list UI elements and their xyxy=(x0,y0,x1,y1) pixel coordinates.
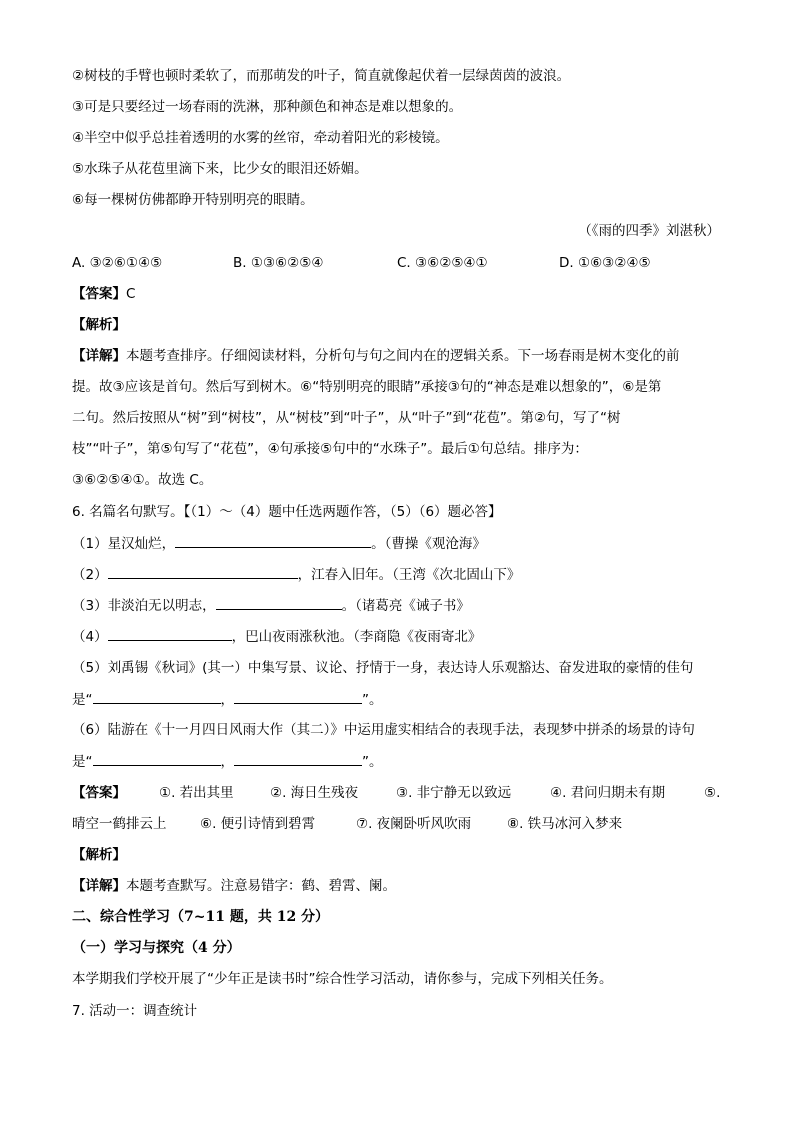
answer-blank[interactable] xyxy=(234,690,362,704)
q6-answer-8: ⑧. 铁马冰河入梦来 xyxy=(507,816,623,832)
q6-item-6-line-1: （6）陆游在《十一月四日风雨大作（其二）》中运用虚实相结合的表现手法，表现梦中拼杀的场景的诗句 xyxy=(72,722,695,738)
q6-item-5-line-2: 是“ ， ”。 xyxy=(72,692,383,708)
source-citation: （《雨的四季》刘湛秋） xyxy=(578,223,720,239)
q6-analysis-tag: 【解析】 xyxy=(72,847,126,863)
q6-title: 6. 名篇名句默写。【（1）～（4）题中任选两题作答，（5）（6）题必答】 xyxy=(72,504,502,520)
q6-answer-5-marker: ⑤. xyxy=(704,785,721,801)
q5-detail-line-1: 【详解】本题考查排序。仔细阅读材料，分析句与句之间内在的逻辑关系。下一场春雨是树木变化的前 xyxy=(72,348,680,364)
answer-blank[interactable] xyxy=(216,596,342,610)
q6-answer-4: ④. 君问归期未有期 xyxy=(550,785,666,801)
answer-blank[interactable] xyxy=(93,690,221,704)
q5-detail-line-3: 二句。然后按照从“树”到“树枝”，从“树枝”到“叶子”，从“叶子”到“花苞”。第②句，写了“树 xyxy=(72,410,621,426)
choice-c: C. ③⑥②⑤④① xyxy=(397,255,488,271)
q6-answer-5: 晴空一鹤排云上 xyxy=(72,816,167,832)
sentence-4: ④半空中似乎总挂着透明的水雾的丝帘，牵动着阳光的彩棱镜。 xyxy=(72,130,449,146)
sentence-5: ⑤水珠子从花苞里滴下来，比少女的眼泪还娇媚。 xyxy=(72,161,368,177)
q6-answer-2: ②. 海日生残夜 xyxy=(270,785,359,801)
choice-a: A. ③②⑥①④⑤ xyxy=(72,255,163,271)
answer-blank[interactable] xyxy=(234,752,362,766)
section-2-subtitle: （一）学习与探究（4 分） xyxy=(72,940,241,956)
answer-blank[interactable] xyxy=(175,534,371,548)
answer-blank[interactable] xyxy=(108,627,232,641)
q7-title: 7. 活动一：调查统计 xyxy=(72,1003,198,1019)
q5-answer: C xyxy=(126,286,136,302)
q6-answer-tag: 【答案】 xyxy=(72,785,126,801)
sentence-2: ②树枝的手臂也顿时柔软了，而那萌发的叶子，简直就像起伏着一层绿茵茵的波浪。 xyxy=(72,68,571,84)
choice-b: B. ①③⑥②⑤④ xyxy=(233,255,324,271)
q6-item-1: （1）星汉灿烂， 。（曹操《观沧海》 xyxy=(72,536,486,552)
q6-item-2: （2） ，江春入旧年。（王湾《次北固山下》 xyxy=(72,567,521,583)
q6-answer-7: ⑦. 夜阑卧听风吹雨 xyxy=(356,816,472,832)
q5-detail-line-4: 枝”“叶子”，第⑤句写了“花苞”，④句承接⑤句中的“水珠子”。最后①句总结。排序为： xyxy=(72,441,588,457)
section-2-intro: 本学期我们学校开展了“少年正是读书时”综合性学习活动，请你参与，完成下列相关任务。 xyxy=(72,971,613,987)
q6-answer-3: ③. 非宁静无以致远 xyxy=(396,785,512,801)
sentence-6: ⑥每一棵树仿佛都睁开特别明亮的眼睛。 xyxy=(72,192,314,208)
q6-item-4: （4） ，巴山夜雨涨秋池。（李商隐《夜雨寄北》 xyxy=(72,629,482,645)
section-2-title: 二、综合性学习（7~11 题，共 12 分） xyxy=(72,909,330,925)
answer-blank[interactable] xyxy=(93,752,221,766)
choice-d: D. ①⑥③②④⑤ xyxy=(559,255,651,271)
q6-item-3: （3）非淡泊无以明志， 。（诸葛亮《诫子书》 xyxy=(72,598,470,614)
q5-analysis-tag: 【解析】 xyxy=(72,317,126,333)
answer-blank[interactable] xyxy=(108,565,298,579)
q6-answer-1: ①. 若出其里 xyxy=(159,785,234,801)
q6-answer-6: ⑥. 便引诗情到碧霄 xyxy=(200,816,316,832)
q6-detail: 【详解】本题考查默写。注意易错字：鹤、碧霄、阑。 xyxy=(72,878,396,894)
detail-tag: 【详解】 xyxy=(72,348,126,364)
sentence-3: ③可是只要经过一场春雨的洗淋，那种颜色和神态是难以想象的。 xyxy=(72,99,463,115)
q6-item-6-line-2: 是“ ， ”。 xyxy=(72,754,383,770)
q5-detail-line-2: 提。故③应该是首句。然后写到树木。⑥“特别明亮的眼睛”承接③句的“神态是难以想象的”，⑥是第 xyxy=(72,379,662,395)
q5-detail-line-5: ③⑥②⑤④①。故选 C。 xyxy=(72,472,213,488)
q5-answer-line xyxy=(72,285,135,303)
answer-tag: 【答案】 xyxy=(72,286,126,302)
q6-item-5-line-1: （5）刘禹锡《秋词》(其一）中集写景、议论、抒情于一身，表达诗人乐观豁达、奋发进取的豪情的佳句 xyxy=(72,660,694,676)
